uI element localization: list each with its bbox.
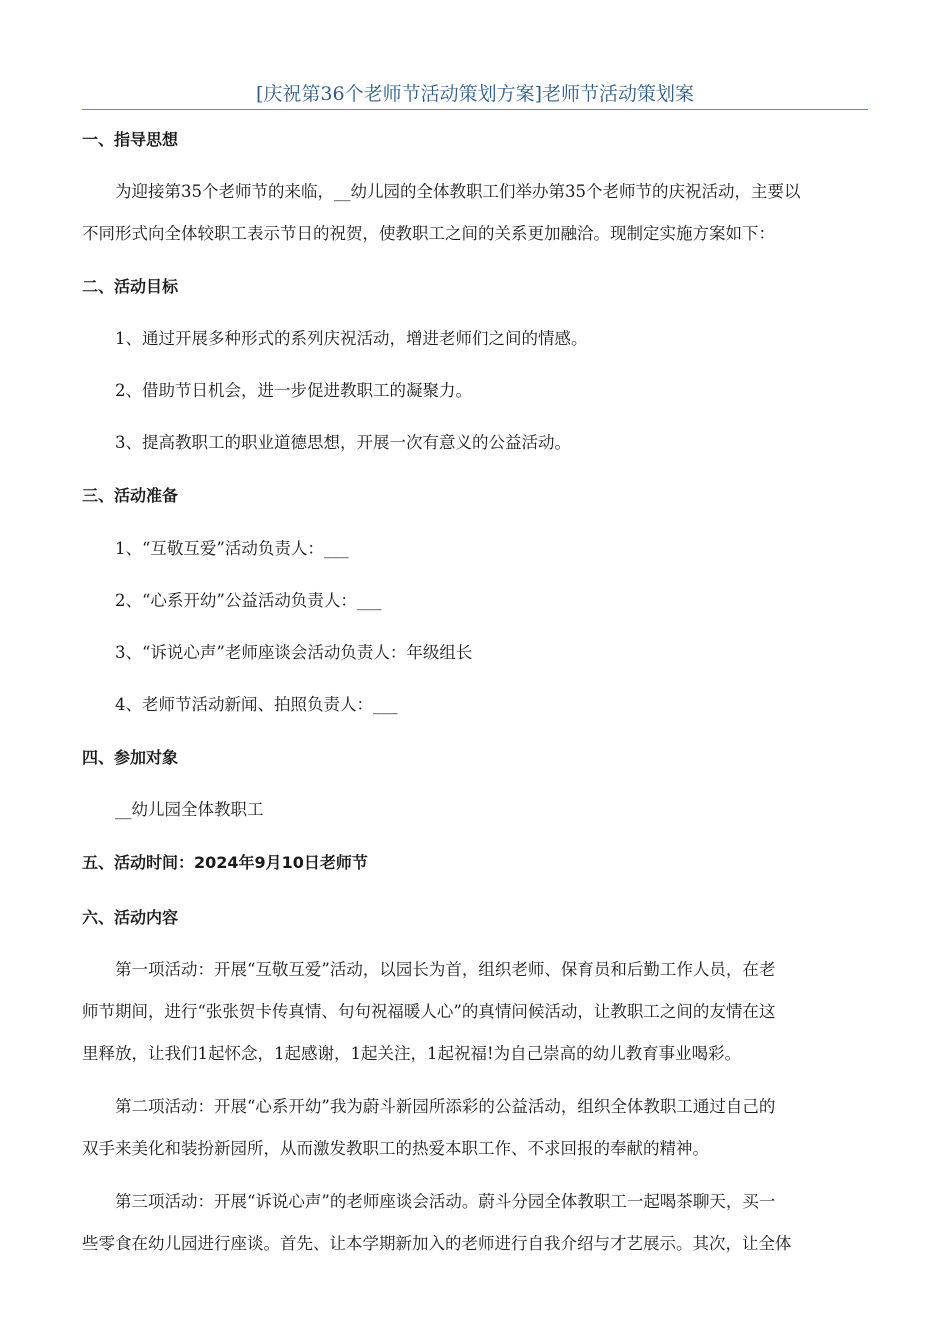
list-item: 2、借助节日机会，进一步促进教职工的凝聚力。 bbox=[115, 381, 472, 400]
list-item: 3、“诉说心声”老师座谈会活动负责人：年级组长 bbox=[115, 643, 473, 662]
paragraph-line: 双手来美化和装扮新园所，从而激发教职工的热爱本职工作、不求回报的奉献的精神。 bbox=[82, 1139, 709, 1158]
paragraph-line: 里释放，让我们1起怀念，1起感谢，1起关注，1起祝福!为自己崇高的幼儿教育事业喝彩。 bbox=[82, 1044, 742, 1063]
heading-guiding-ideology: 一、指导思想 bbox=[82, 130, 179, 149]
paragraph-line: 些零食在幼儿园进行座谈。首先、让本学期新加入的老师进行自我介绍与才艺展示。其次，让全体 bbox=[82, 1234, 792, 1253]
heading-activity-goals: 二、活动目标 bbox=[82, 277, 179, 296]
list-item: 1、“互敬互爱”活动负责人：___ bbox=[115, 539, 349, 558]
paragraph-line: 第二项活动：开展“心系开幼”我为蔚斗新园所添彩的公益活动，组织全体教职工通过自己的 bbox=[115, 1097, 776, 1116]
paragraph-line: 第三项活动：开展“诉说心声”的老师座谈会活动。蔚斗分园全体教职工一起喝茶聊天，买一 bbox=[115, 1192, 776, 1211]
list-item: 3、提高教职工的职业道德思想，开展一次有意义的公益活动。 bbox=[115, 433, 571, 452]
title-underline bbox=[82, 109, 868, 110]
list-item: 2、“心系开幼”公益活动负责人：___ bbox=[115, 591, 382, 610]
page-title: [庆祝第36个老师节活动策划方案]老师节活动策划案 bbox=[255, 83, 694, 105]
heading-participants: 四、参加对象 bbox=[82, 748, 179, 767]
paragraph-line: 为迎接第35个老师节的来临，__幼儿园的全体教职工们举办第35个老师节的庆祝活动，主要以 bbox=[115, 182, 801, 201]
heading-activity-preparation: 三、活动准备 bbox=[82, 486, 179, 505]
paragraph-line: 第一项活动：开展“互敬互爱”活动，以园长为首，组织老师、保育员和后勤工作人员，在老 bbox=[115, 960, 776, 979]
list-item: 1、通过开展多种形式的系列庆祝活动，增进老师们之间的情感。 bbox=[115, 329, 588, 348]
paragraph-line: 不同形式向全体较职工表示节日的祝贺，使教职工之间的关系更加融洽。现制定实施方案如下： bbox=[82, 224, 775, 243]
paragraph-line: 师节期间，进行“张张贺卡传真情、句句祝福暖人心”的真情问候活动，让教职工之间的友情在这 bbox=[82, 1002, 776, 1021]
heading-activity-content: 六、活动内容 bbox=[82, 908, 179, 927]
participants-text: __幼儿园全体教职工 bbox=[115, 800, 264, 819]
heading-activity-time: 五、活动时间：2024年9月10日老师节 bbox=[82, 853, 368, 872]
list-item: 4、老师节活动新闻、拍照负责人：___ bbox=[115, 695, 398, 714]
